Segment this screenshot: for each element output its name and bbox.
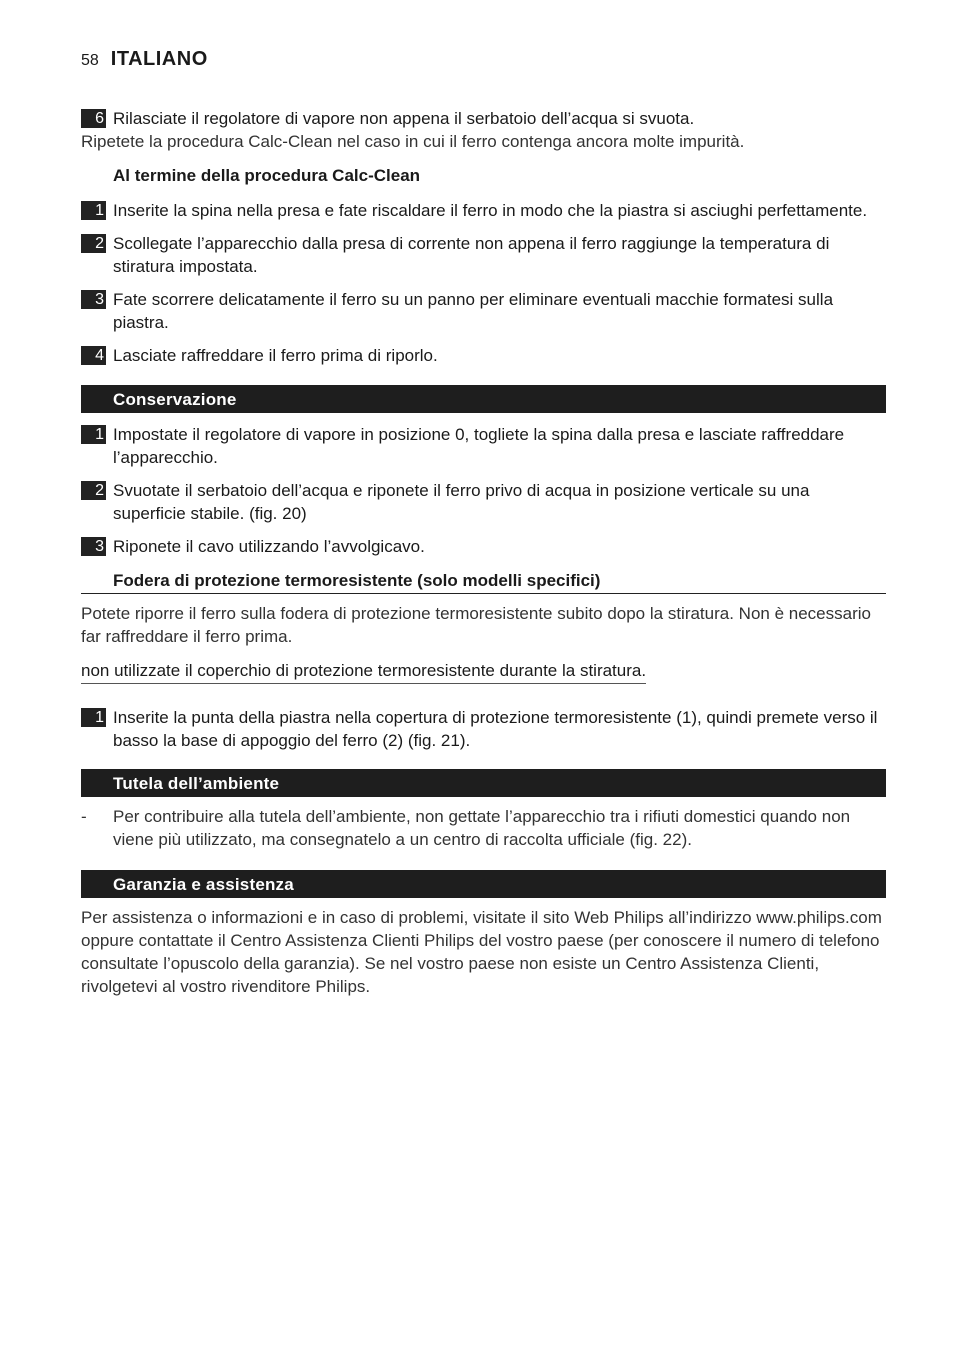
heat-cover-heading: Fodera di protezione termoresistente (solo modelli specifici) [81, 569, 886, 594]
step-text: Inserite la spina nella presa e fate riscaldare il ferro in modo che la piastra si asciughi perfettamente. [113, 201, 868, 220]
page-content [81, 107, 886, 998]
step-number: 4 [81, 346, 106, 365]
after-calc-step-1 [81, 199, 886, 222]
section-bar-storage: Conservazione [81, 385, 886, 413]
page-number: 58 [81, 52, 99, 69]
storage-step-2 [81, 479, 886, 525]
step-number: 1 [81, 708, 106, 727]
heat-cover-paragraph: Potete riporre il ferro sulla fodera di protezione termoresistente subito dopo la stiratura. Non è necessario far raffreddare il ferro prima. [81, 604, 871, 646]
repeat-note: Ripetete la procedura Calc-Clean nel caso in cui il ferro contenga ancora molte impurità. [81, 132, 745, 151]
bullet-text: Per contribuire alla tutela dell’ambiente, non gettate l’apparecchio tra i rifiuti domestici quando non viene più utilizzato, ma consegnatelo a un centro di raccolta ufficiale (fig. 22). [113, 807, 851, 849]
step-text: Inserite la punta della piastra nella copertura di protezione termoresistente (1), quindi premete verso il basso la base di appoggio del ferro (2) (fig. 21). [113, 708, 878, 750]
after-calc-step-3 [81, 288, 886, 334]
step-number: 2 [81, 234, 106, 253]
after-calc-clean-heading: Al termine della procedura Calc-Clean [113, 166, 421, 185]
step-text: Rilasciate il regolatore di vapore non appena il serbatoio dell’acqua si svuota. [113, 109, 695, 128]
environment-bullet [81, 805, 886, 851]
heat-cover-warning-wrap [81, 659, 886, 684]
page-header [81, 48, 208, 71]
step-text: Svuotate il serbatoio dell’acqua e riponete il ferro privo di acqua in posizione verticale su una superficie stabile. (fig. 20) [113, 481, 810, 523]
storage-step-1 [81, 423, 886, 469]
step-text: Impostate il regolatore di vapore in posizione 0, togliete la spina dalla presa e lasciate raffreddare l’apparecchio. [113, 425, 845, 467]
step-text: Fate scorrere delicatamente il ferro su un panno per eliminare eventuali macchie formatesi sulla piastra. [113, 290, 834, 332]
step-number: 3 [81, 537, 106, 556]
section-bar-environment: Tutela dell’ambiente [81, 769, 886, 797]
after-calc-step-4 [81, 344, 886, 367]
step-number: 1 [81, 425, 106, 444]
step-number: 3 [81, 290, 106, 309]
warranty-paragraph: Per assistenza o informazioni e in caso di problemi, visitate il sito Web Philips all’indirizzo www.philips.com oppure contattate il Centro Assistenza Clienti Philips del vostro paese (per conoscere il numero di telefono consultate l’opuscolo della garanzia). Se nel vostro paese non esiste un Centro Assistenza Clienti, rivolgetevi al vostro rivenditore Philips. [81, 908, 882, 996]
bullet-dash: - [81, 807, 87, 826]
language-title: ITALIANO [110, 48, 208, 70]
step-text: Riponete il cavo utilizzando l’avvolgicavo. [113, 537, 425, 556]
step-number: 6 [81, 109, 106, 128]
heat-cover-warning: non utilizzate il coperchio di protezione termoresistente durante la stiratura. [81, 659, 646, 684]
storage-step-3 [81, 535, 886, 558]
step-6 [81, 107, 886, 130]
step-text: Scollegate l’apparecchio dalla presa di corrente non appena il ferro raggiunge la temperatura di stiratura impostata. [113, 234, 830, 276]
section-bar-warranty: Garanzia e assistenza [81, 870, 886, 898]
step-text: Lasciate raffreddare il ferro prima di riporlo. [113, 346, 438, 365]
after-calc-step-2 [81, 232, 886, 278]
step-number: 1 [81, 201, 106, 220]
heat-cover-step-1 [81, 706, 886, 752]
step-number: 2 [81, 481, 106, 500]
